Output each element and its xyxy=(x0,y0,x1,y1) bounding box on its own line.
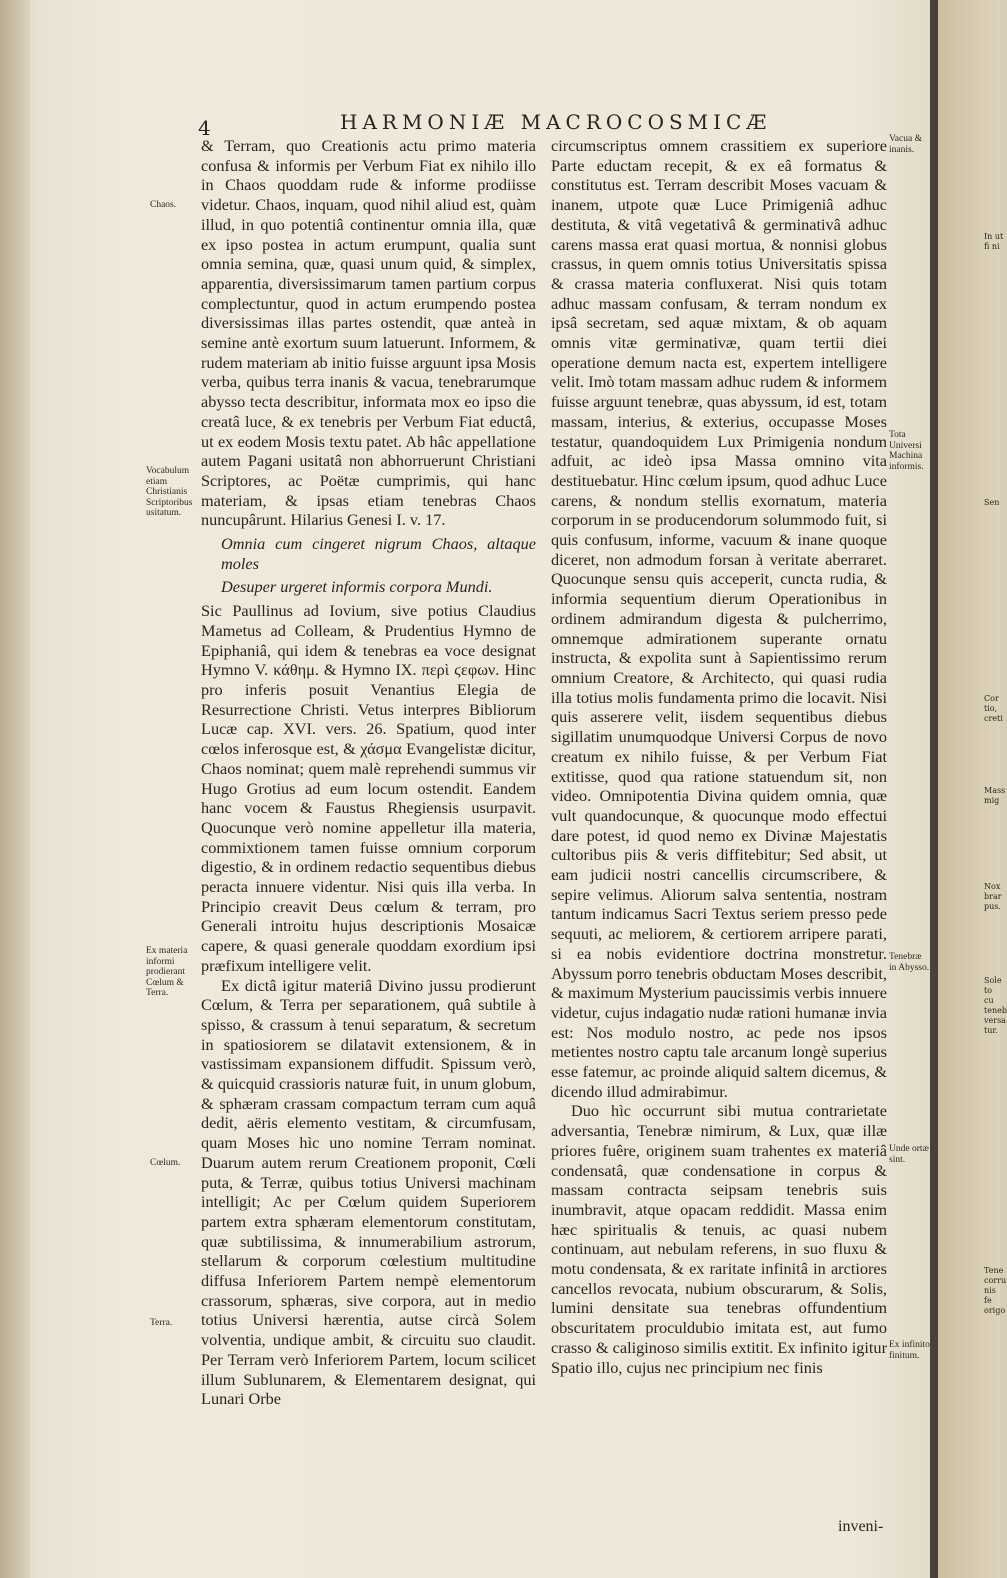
next-page-fragment: Sen xyxy=(984,498,1000,507)
next-page-edge xyxy=(938,0,1007,1578)
left-paragraph-2: Sic Paullinus ad Iovium, sive potius Claudius Mametus ad Colleam, & Prudentius Hymno de Epiphaniâ, qui idem & tenebras ea voce designat Hymno V. κάθημ. & Hymno IX. περὶ ϛεφων. Hinc pro inferis posuit Venantius Elegia de Resurrectione Christi. Vetus interpres Bibliorum Lucæ cap. XVI. vers. 26. Spatium, quod inter cœlos inferosque est, & χάσμα Evangelistæ dicitur, Chaos nominat; quem malè reprehendi summus vir Hugo Grotius ad eum locum ostendit. Eandem hanc vocem & Faustus Rhegiensis usurpavit. Quocunque verò nomine appelletur illa materia, commixtionem tamen fuisse omnium corporum digestio, & in ordinem redactio sequentibus diebus peracta innuere videntur. Nisi quis illa verba. In Principio creavit Deus cœlum & terram, pro Generali introitu hujus descriptionis Mosaicæ capere, & quasi generale quoddam exordium ipsi præfixum intelligere velit. xyxy=(201,601,536,975)
left-text-column xyxy=(201,136,536,1409)
margin-note-coelum: Cœlum. xyxy=(150,1158,181,1168)
margin-note-tota: Tota Universi Machina informis. xyxy=(889,430,924,472)
right-text-column xyxy=(551,136,887,1377)
next-page-fragment: Tene corru nis fe origo xyxy=(984,1266,1007,1315)
page-number: 4 xyxy=(198,116,211,140)
next-page-fragment: Sole to cu teneb versa tur. xyxy=(984,976,1007,1035)
margin-note-unde: Unde ortæ sint. xyxy=(889,1144,929,1165)
running-title: HARMONIÆ MACROCOSMICÆ xyxy=(340,110,772,134)
margin-note-ex-infinito: Ex infinito finitum. xyxy=(889,1340,930,1361)
margin-note-vacua: Vacua & inanis. xyxy=(889,134,922,155)
next-page-fragment: Mass mig xyxy=(984,786,1006,805)
left-paragraph-3: Ex dictâ igitur materiâ Divino jussu prodierunt Cœlum, & Terra per separationem, quâ subtile à spisso, & crassum à tenui separatum, & secretum in spatiosiorem se dilatavit extensionem, & in vastissimam expansionem diffudit. Spissum verò, & quicquid crassioris naturæ fuit, in unum globum, & sphæram crassam compactum terram cum aquâ dedit, aëris elemento vestitam, & circumfusam, quam Moses hìc uno nomine Terram nominat. Duarum autem rerum Creationem proponit, Cœli puta, & Terræ, quibus totius Universi machinam intelligit; Ac per Cœlum quidem Superiorem partem extra sphæram elementorum constitutam, quæ subtilissima, & innumerabilium astrorum, stellarum & corporum cœlestium multitudine diffusa Inferiorem Partem nempè elementorum crassorum, sphæras, sive corpora, aut in medio totius Universi hærentia, autse circà Solem volventia, undique ambit, & circuitu suo claudit. Per Terram verò Inferiorem Partem, locum scilicet illum Sublunarem, & Elementarem designat, qui Lunari Orbe xyxy=(201,975,536,1409)
margin-note-chaos: Chaos. xyxy=(150,200,177,210)
poem-line-2: Desuper urgeret informis corpora Mundi. xyxy=(221,577,493,597)
right-paragraph-2: Duo hìc occurrunt sibi mutua contrarietate adversantia, Tenebræ nimirum, & Lux, quæ illæ priores fuêre, originem suam trahentes ex materiâ condensatâ, quæ condensatione in corpus & massam contracta seipsam tenebris suis inumbravit, atque opacam reddidit. Massa enim hæc spiritualis & tenuis, ac quasi nubem continuam, aut nebulam referens, in suo fluxu & motu condensata, & ex raritate infinitâ in arctiores cancellos revocata, nubium obscurarum, & Solis, lumini densitate sua tenebras offundentium obscuritatem proculdubio imitata est, aut fumo crasso & caliginoso similis extitit. Ex infinito igitur Spatio illo, cujus nec principium nec finis xyxy=(551,1101,887,1377)
margin-note-vocabulum: Vocabulum etiam Christianis Scriptoribus usitatum. xyxy=(146,466,193,518)
poem-line-1: Omnia cum cingeret nigrum Chaos, altaque moles xyxy=(221,534,536,573)
margin-note-terra: Terra. xyxy=(150,1318,173,1328)
page-edge-shadow xyxy=(0,0,30,1578)
next-page-fragment: Cor tio, creti xyxy=(984,694,1003,723)
margin-note-tenebrae: Tenebræ in Abysso. xyxy=(889,952,930,973)
right-paragraph-1: circumscriptus omnem crassitiem ex superiore Parte eductam recepit, & ex eâ formatus & constitutus est. Terram describit Moses vacuam & inanem, utpote quæ Luce Primigeniâ adhuc destituta, & vitâ vegetativâ & germinativâ adhuc carens massa erat quasi mortua, & nonnisi globus crassus, in quem omnis totius Universitatis spissa & crassa materia confluxerat. Nisi quis totam adhuc massam confusam, & terram nondum ex ipsâ secretam, sed aquæ mixtam, & ob aquam omnis vitæ germinativæ, quam tertii diei operatione demum nacta est, expertem intelligere velit. Imò totam massam adhuc rudem & informem fuisse arguunt tenebræ, quas abyssum, id est, totam massam, interius, & exterius, occupasse Moses testatur, quandoquidem Lux Primigenia nondum adfuit, ac ideò ipsa Massa omnino vita destituebatur. Hinc cœlum ipsum, quod adhuc Luce carens, & nondum stellis exornatum, materia corporum in se producendorum solummodo fuit, si quis confusum, informe, vacuum & inane quoque diceret, non admodum forsan à veritate aberraret. Quocunque sensu quis acceperit, cuncta rudia, & informia sequentium dierum Operationibus in ordinem admirandum digesta & pulcherrimo, omnemque admirationem superante ornatu instructa, & expolita sunt à Sapientissimo rerum omnium Creatore, & Architecto, qui quasi rudia illa totius molis fundamenta primo die locavit. Nisi quis asserere velit, iisdem sequentibus diebus sigillatim unumquodque Universi Corpus de novo creatum ex nihilo fuisse, & per Verbum Fiat extitisse, quod qua ratione statuendum sit, non video. Omnipotentia Divina quidem omnia, quæ vult quandocunque, & quocunque modo effectui dare potest, id quod nemo ex Divinæ Majestatis cultoribus piis & veris diffitebitur; Sed absit, ut eam judicii nostri cancellis circumscribere, & sepire velimus. Aliorum salva sententia, nostram tantum indicamus Sacri Textus seriem presso pede sequuti, ac meliorem, & certiorem arripere parati, si ea nobis evidentiore doctrina monstretur. Abyssum porro tenebris obductam Moses describit, & maximum Mysterium paucissimis verbis innuere videtur, cujus indagatio nudæ rationi humanæ invia est: Nos modulo nostro, ac pede nos ipsos metientes nostro captu tale arcanum longè superius esse fatemur, ac proinde aliquid saltem dicemus, & dicendo illud admirabimur. xyxy=(551,136,887,1101)
catchword: inveni- xyxy=(838,1518,884,1535)
left-paragraph-1: & Terram, quo Creationis actu primo materia confusa & informis per Verbum Fiat ex nihilo illo in Chaos quoddam rude & informe prodiisse videtur. Chaos, inquam, quod nihil aliud est, quàm illud, in quo potentiâ continentur omnia illa, quæ ex ipso postea in actum erumpunt, qualia sunt omnia semina, quæ, quasi unum quid, & simplex, apparentia, diversissimarum tamen partium corpus complectuntur, quod in actum erumpendo postea diversissimas illas partes ostendit, quæ anteà in semine antè exortum suum latuerunt. Informem, & rudem materiam ab initio fuisse arguunt ipsa Mosis verba, quibus terra inanis & vacua, tenebrarumque abysso tecta describitur, informata mox eo ipso die creatâ luce, & ex tenebris per Verbum Fiat eductâ, ut ex eodem Mosis textu patet. Ab hâc appellatione autem Pagani usitatâ non abhorruerunt Christiani Scriptores, ac Poëtæ cumprimis, qui hanc materiam, & ipsas etiam tenebras Chaos nuncupârunt. Hilarius Genesi I. v. 17. xyxy=(201,136,536,530)
book-gutter xyxy=(930,0,938,1578)
next-page-fragment: In ut fi ni xyxy=(984,232,1004,251)
margin-note-ex-materia: Ex materia informi prodierant Cœlum & Terra. xyxy=(146,946,188,998)
next-page-fragment: Nox brar pus. xyxy=(984,882,1002,911)
